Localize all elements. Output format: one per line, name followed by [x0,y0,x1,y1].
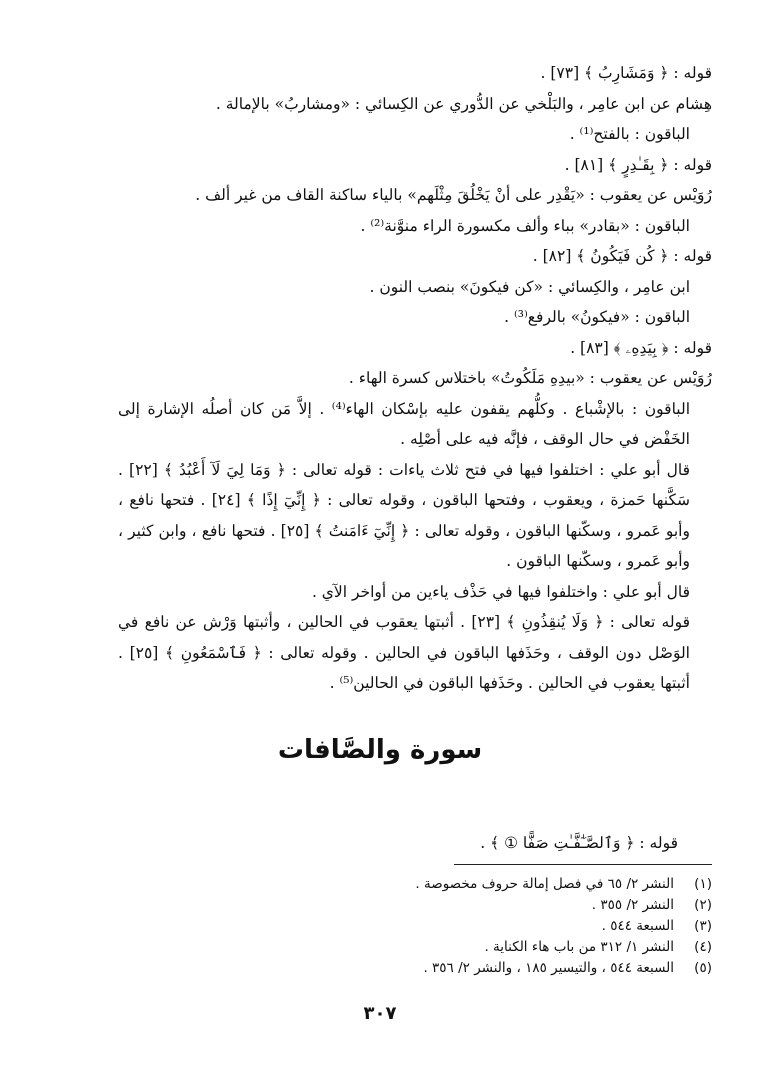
footnote-text: النشر ٢/ ٣٥٥ . [591,897,674,913]
footnote [118,958,712,979]
footnote-number: (٢) [694,897,712,913]
footnote-number: (٣) [694,918,712,934]
paragraph: قوله : ﴿ كُن فَيَكُونُ ﴾ [٨٢] . [532,247,712,265]
footnote-text: السبعة ٥٤٤ . [601,918,674,934]
surah-title: سورة والصَّافات [277,735,483,765]
footnote [118,895,712,916]
footnote-text: النشر ٢/ ٦٥ في فصل إمالة حروف مخصوصة . [415,876,674,892]
footnote-text: النشر ١/ ٣١٢ من باب هاء الكناية . [484,939,674,955]
footnote-number: (٤) [694,939,712,955]
paragraph: هِشام عن ابن عامِر ، والبَلْخي عن الدُّوري عن الكِسائي : «ومشاربُ» بالإمالة . [215,94,712,113]
footnotes [118,874,712,979]
footnote [118,937,712,958]
footnote-divider [454,864,712,865]
paragraph: قوله : ﴿ بِيَدِهِۦ ﴾ [٨٣] . [570,338,712,357]
paragraph: الباقون : بالإشْباع . وكلُّهم يقفون عليه بإسْكان الهاء⁽⁴⁾ . إلاَّ مَن كان أصلُه الإشارة إلى الخَفْض في حال الوقف ، فإنَّه فيه على أصْلِه . [118,399,690,448]
paragraph: قال أبو علي : واختلفوا فيها في حَذْف ياءين من أواخر الآي . [311,582,690,601]
paragraph: الباقون : بالفتح⁽¹⁾ . [569,125,690,143]
paragraph: رُوَيْس عن يعقوب : «بيدِهِ مَلَكُوتُ» باختلاس كسرة الهاء . [348,369,712,387]
paragraph: رُوَيْس عن يعقوب : «يَقْدِر على أنْ يَخْلُقَ مِثْلَهم» بالياء ساكنة القاف من غير ألف . [195,186,712,204]
footnote-number: (٥) [694,960,712,976]
paragraph: قوله : ﴿ وَمَشَارِبُ ﴾ [٧٣] . [540,64,712,82]
paragraph: قوله تعالى : ﴿ وَلَا يُنقِذُونِ ﴾ [٢٣] . أثبتها يعقوب في الحالين ، وأثبتها وَرْش عن نافع في الوَصْل دون الوقف ، وحَذَفها الباقون في الحالين . وقوله تعالى : ﴿ فَٱسْمَعُونِ ﴾ [٢٥] . أثبتها يعقوب في الحالين . وحَذَفها الباقون في الحالين⁽⁵⁾ . [118,613,690,692]
paragraph: ابن عامِر ، والكِسائي : «كن فيكونَ» بنصب النون . [369,277,690,296]
paragraph: الباقون : «فيكونُ» بالرفع⁽³⁾ . [504,308,690,326]
paragraph: الباقون : «بقادر» بباء وألف مكسورة الراء منوَّنة⁽²⁾ . [360,216,690,235]
paragraph: قوله : ﴿ بِقَـٰدِرٍ ﴾ [٨١] . [564,155,712,174]
footnote [118,874,712,895]
page-number: ٣٠٧ [363,1003,397,1024]
footnote [118,916,712,937]
paragraph: قال أبو علي : اختلفوا فيها في فتح ثلاث ياءات : قوله تعالى : ﴿ وَمَا لِيَ لَآ أَعْبُدُ ﴾ [٢٢] . سَكَّنها حَمزة ، ويعقوب ، وفتحها الباقون ، وقوله تعالى : ﴿ إِنِّيٓ إِذًا ﴾ [٢٤] . فتحها نافع ، وأبو عَمرو ، وسكّنها الباقون ، وقوله تعالى : ﴿ إِنِّيٓ ءَامَنتُ ﴾ [٢٥] . فتحها نافع ، وابن كثير ، وأبو عَمرو ، وسكّنها الباقون . [118,460,691,570]
footnote-text: السبعة ٥٤٤ ، والتيسير ١٨٥ ، والنشر ٢/ ٣٥٦ . [423,960,674,976]
main-text [118,58,712,699]
surah-first-line: قوله : ﴿ وَٱلصَّـٰٓفَّـٰتِ صَفًّا ① ﴾ . [480,834,678,852]
footnote-number: (١) [694,876,712,892]
